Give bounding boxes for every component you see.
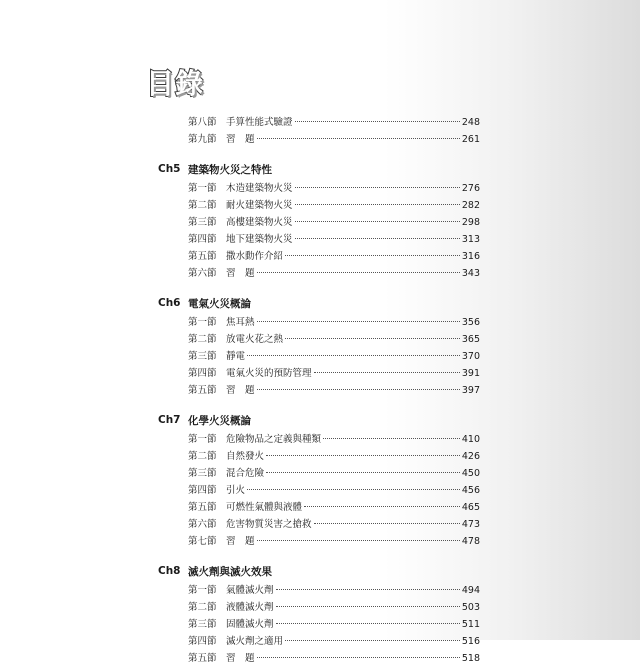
toc-entry[interactable] bbox=[158, 616, 480, 633]
toc-list bbox=[158, 114, 480, 667]
page-number: 261 bbox=[461, 134, 480, 145]
dot-leader bbox=[247, 489, 460, 490]
section-number: 第四節 bbox=[188, 368, 217, 379]
toc-entry[interactable] bbox=[158, 214, 480, 231]
section-number: 第六節 bbox=[188, 268, 217, 279]
section-number: 第七節 bbox=[188, 536, 217, 547]
dot-leader bbox=[257, 389, 460, 390]
toc-entry[interactable] bbox=[158, 248, 480, 265]
section-title: 習 題 bbox=[226, 268, 255, 279]
toc-entry[interactable] bbox=[158, 482, 480, 499]
chapter-title: 建築物火災之特性 bbox=[188, 163, 272, 176]
section-number: 第九節 bbox=[188, 134, 217, 145]
page-number: 316 bbox=[461, 251, 480, 262]
dot-leader bbox=[266, 455, 460, 456]
chapter-heading bbox=[158, 292, 480, 314]
chapter-number: Ch7 bbox=[158, 414, 181, 426]
dot-leader bbox=[257, 657, 460, 658]
toc-entry[interactable] bbox=[158, 331, 480, 348]
section-number: 第三節 bbox=[188, 619, 217, 630]
dot-leader bbox=[323, 438, 460, 439]
section-number: 第三節 bbox=[188, 351, 217, 362]
section-number: 第一節 bbox=[188, 434, 217, 445]
toc-entry[interactable] bbox=[158, 231, 480, 248]
chapter-heading bbox=[158, 409, 480, 431]
page-number: 518 bbox=[461, 653, 480, 664]
section-title: 固體滅火劑 bbox=[226, 619, 274, 630]
page-number: 450 bbox=[461, 468, 480, 479]
dot-leader bbox=[266, 472, 460, 473]
toc-entry[interactable] bbox=[158, 633, 480, 650]
toc-entry[interactable] bbox=[158, 365, 480, 382]
toc-heading-text: 目錄 bbox=[146, 67, 205, 100]
section-number: 第二節 bbox=[188, 602, 217, 613]
page-number: 248 bbox=[461, 117, 480, 128]
section-title: 焦耳熱 bbox=[226, 317, 255, 328]
page-number: 478 bbox=[461, 536, 480, 547]
section-title: 耐火建築物火災 bbox=[226, 200, 293, 211]
dot-leader bbox=[295, 187, 460, 188]
section-number: 第二節 bbox=[188, 334, 217, 345]
toc-entry[interactable] bbox=[158, 499, 480, 516]
page-number: 365 bbox=[461, 334, 480, 345]
chapter-number: Ch8 bbox=[158, 565, 181, 577]
chapter-number: Ch6 bbox=[158, 297, 181, 309]
dot-leader bbox=[257, 540, 460, 541]
toc-heading bbox=[142, 66, 208, 102]
page-number: 456 bbox=[461, 485, 480, 496]
section-title: 習 題 bbox=[226, 385, 255, 396]
page-number: 397 bbox=[461, 385, 480, 396]
dot-leader bbox=[295, 221, 460, 222]
section-number: 第二節 bbox=[188, 200, 217, 211]
section-title: 自然發火 bbox=[226, 451, 265, 462]
dot-leader bbox=[295, 121, 460, 122]
section-title: 撒水動作介紹 bbox=[226, 251, 284, 262]
page-number: 426 bbox=[461, 451, 480, 462]
toc-entry[interactable] bbox=[158, 533, 480, 550]
page-number: 356 bbox=[461, 317, 480, 328]
toc-entry[interactable] bbox=[158, 599, 480, 616]
section-number: 第五節 bbox=[188, 251, 217, 262]
dot-leader bbox=[257, 321, 460, 322]
section-title: 危險物品之定義與種類 bbox=[226, 434, 322, 445]
page-number: 516 bbox=[461, 636, 480, 647]
dot-leader bbox=[276, 589, 460, 590]
section-title: 可燃性氣體與液體 bbox=[226, 502, 303, 513]
section-number: 第六節 bbox=[188, 519, 217, 530]
page-number: 465 bbox=[461, 502, 480, 513]
section-title: 高樓建築物火災 bbox=[226, 217, 293, 228]
toc-entry[interactable] bbox=[158, 465, 480, 482]
section-title: 滅火劑之適用 bbox=[226, 636, 284, 647]
chapter-title: 電氣火災概論 bbox=[188, 297, 251, 310]
section-number: 第八節 bbox=[188, 117, 217, 128]
dot-leader bbox=[276, 623, 460, 624]
section-number: 第五節 bbox=[188, 385, 217, 396]
section-title: 習 題 bbox=[226, 134, 255, 145]
section-title: 地下建築物火災 bbox=[226, 234, 293, 245]
toc-entry[interactable] bbox=[158, 131, 480, 148]
section-number: 第五節 bbox=[188, 653, 217, 664]
dot-leader bbox=[314, 523, 460, 524]
toc-entry[interactable] bbox=[158, 582, 480, 599]
dot-leader bbox=[295, 204, 460, 205]
section-number: 第四節 bbox=[188, 636, 217, 647]
section-title: 手算性能式驗證 bbox=[226, 117, 293, 128]
section-number: 第一節 bbox=[188, 317, 217, 328]
toc-entry[interactable] bbox=[158, 516, 480, 533]
dot-leader bbox=[285, 338, 460, 339]
section-number: 第四節 bbox=[188, 485, 217, 496]
page-number: 473 bbox=[461, 519, 480, 530]
dot-leader bbox=[247, 355, 460, 356]
toc-entry[interactable] bbox=[158, 431, 480, 448]
section-number: 第三節 bbox=[188, 468, 217, 479]
toc-entry[interactable] bbox=[158, 114, 480, 131]
toc-entry[interactable] bbox=[158, 650, 480, 667]
chapter-title: 化學火災概論 bbox=[188, 414, 251, 427]
section-title: 氣體滅火劑 bbox=[226, 585, 274, 596]
dot-leader bbox=[285, 255, 460, 256]
section-title: 混合危險 bbox=[226, 468, 265, 479]
page-number: 494 bbox=[461, 585, 480, 596]
dot-leader bbox=[295, 238, 460, 239]
section-number: 第四節 bbox=[188, 234, 217, 245]
toc-entry[interactable] bbox=[158, 382, 480, 399]
toc-entry[interactable] bbox=[158, 314, 480, 331]
chapter-heading bbox=[158, 158, 480, 180]
page-number: 343 bbox=[461, 268, 480, 279]
dot-leader bbox=[304, 506, 460, 507]
section-title: 放電火花之熱 bbox=[226, 334, 284, 345]
section-number: 第一節 bbox=[188, 183, 217, 194]
dot-leader bbox=[314, 372, 460, 373]
dot-leader bbox=[285, 640, 460, 641]
toc-entry[interactable] bbox=[158, 265, 480, 282]
toc-entry[interactable] bbox=[158, 348, 480, 365]
toc-entry[interactable] bbox=[158, 448, 480, 465]
toc-entry[interactable] bbox=[158, 180, 480, 197]
chapter-heading bbox=[158, 560, 480, 582]
page-number: 410 bbox=[461, 434, 480, 445]
section-number: 第五節 bbox=[188, 502, 217, 513]
section-number: 第二節 bbox=[188, 451, 217, 462]
dot-leader bbox=[276, 606, 460, 607]
chapter-number: Ch5 bbox=[158, 163, 181, 175]
section-title: 液體滅火劑 bbox=[226, 602, 274, 613]
section-number: 第三節 bbox=[188, 217, 217, 228]
page-number: 282 bbox=[461, 200, 480, 211]
page-number: 511 bbox=[461, 619, 480, 630]
dot-leader bbox=[257, 272, 460, 273]
page-number: 503 bbox=[461, 602, 480, 613]
section-title: 靜電 bbox=[226, 351, 246, 362]
dot-leader bbox=[257, 138, 460, 139]
section-title: 習 題 bbox=[226, 536, 255, 547]
section-title: 引火 bbox=[226, 485, 246, 496]
section-title: 電氣火災的預防管理 bbox=[226, 368, 312, 379]
page-number: 370 bbox=[461, 351, 480, 362]
page-number: 391 bbox=[461, 368, 480, 379]
page-number: 298 bbox=[461, 217, 480, 228]
section-number: 第一節 bbox=[188, 585, 217, 596]
section-title: 習 題 bbox=[226, 653, 255, 664]
section-title: 木造建築物火災 bbox=[226, 183, 293, 194]
toc-entry[interactable] bbox=[158, 197, 480, 214]
page-number: 276 bbox=[461, 183, 480, 194]
chapter-title: 滅火劑與滅火效果 bbox=[188, 565, 272, 578]
section-title: 危害物質災害之搶救 bbox=[226, 519, 312, 530]
page-number: 313 bbox=[461, 234, 480, 245]
